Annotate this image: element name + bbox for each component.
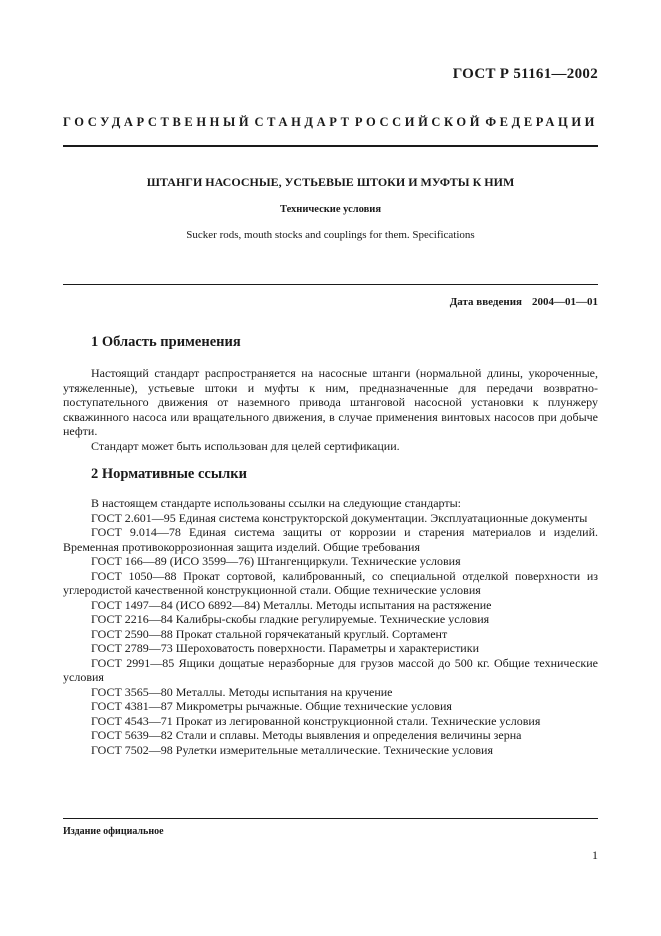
reference-item: ГОСТ 2590—88 Прокат стальной горячекатаный круглый. Сортамент [91,626,448,641]
reference-item: ГОСТ 1050—88 Прокат сортовой, калиброванный, со специальной отделкой поверхности из углеродистой качественной конструкционной стали. Общие технические условия [63,568,598,597]
introduction-date-label: Дата введения [449,296,522,308]
paragraph: Настоящий стандарт распространяется на насосные штанги (нормальной длины, укороченные, утяжеленные), устьевые штоки и муфты к ним, предназначенные для передачи возвратно-поступательного движения от наземного привода штанговой насосной установки к плунжеру скважинного насоса или вращательного движения, в случае применения винтовых насосов при добыче нефти. [63,366,598,438]
edition-note: Издание официальное [63,826,164,837]
reference-item: ГОСТ 3565—80 Металлы. Методы испытания на кручение [91,684,393,699]
paragraph: Стандарт может быть использован для целей сертификации. [91,438,400,453]
header-divider [63,145,598,147]
reference-item: ГОСТ 7502—98 Рулетки измерительные металлические. Технические условия [91,742,493,757]
state-standard-header [63,115,598,130]
reference-item: ГОСТ 9.014—78 Единая система защиты от коррозии и старения материалов и изделий. Временная противокоррозионная защита изделий. Общие требования [63,525,598,554]
document-title: ШТАНГИ НАСОСНЫЕ, УСТЬЕВЫЕ ШТОКИ И МУФТЫ К НИМ [146,175,515,189]
reference-item: ГОСТ 4543—71 Прокат из легированной конструкционной стали. Технические условия [91,713,541,728]
introduction-date-value: 2004—01—01 [532,296,598,308]
document-title-english: Sucker rods, mouth stocks and couplings for them. Specifications [186,229,475,241]
header-word: ФЕДЕРАЦИИ [485,115,598,129]
section-2-title: 2 Нормативные ссылки [91,466,247,482]
reference-item: ГОСТ 166—89 (ИСО 3599—76) Штангенциркули. Технические условия [91,554,461,568]
section-1-title: 1 Область применения [91,334,241,350]
reference-item: ГОСТ 2216—84 Калибры-скобы гладкие регулируемые. Технические условия [91,612,490,626]
reference-item: ГОСТ 2.601—95 Единая система конструкторской документации. Эксплуатационные документы [91,510,588,525]
reference-item: ГОСТ 2789—73 Шероховатость поверхности. Параметры и характеристики [91,641,479,655]
introduction-date [450,296,598,308]
header-word: РОССИЙСКОЙ [354,115,484,129]
reference-item: ГОСТ 4381—87 Микрометры рычажные. Общие технические условия [91,699,452,713]
section-2-body [63,496,598,757]
page-number: 1 [592,848,598,862]
title-divider [63,284,598,285]
reference-item: ГОСТ 2991—85 Ящики дощатые неразборные для грузов массой до 500 кг. Общие технические условия [63,655,598,684]
section-1-body [63,366,598,453]
document-subtitle: Технические условия [279,204,382,215]
footer-divider [63,818,598,819]
header-word: СТАНДАРТ [254,115,353,129]
header-word: ГОСУДАРСТВЕННЫЙ [63,115,253,129]
reference-item: ГОСТ 5639—82 Стали и сплавы. Методы выявления и определения величины зерна [91,728,522,742]
reference-item: ГОСТ 1497—84 (ИСО 6892—84) Металлы. Методы испытания на растяжение [91,597,492,612]
paragraph: В настоящем стандарте использованы ссылки на следующие стандарты: [91,496,462,510]
document-number: ГОСТ Р 51161—2002 [452,66,598,82]
